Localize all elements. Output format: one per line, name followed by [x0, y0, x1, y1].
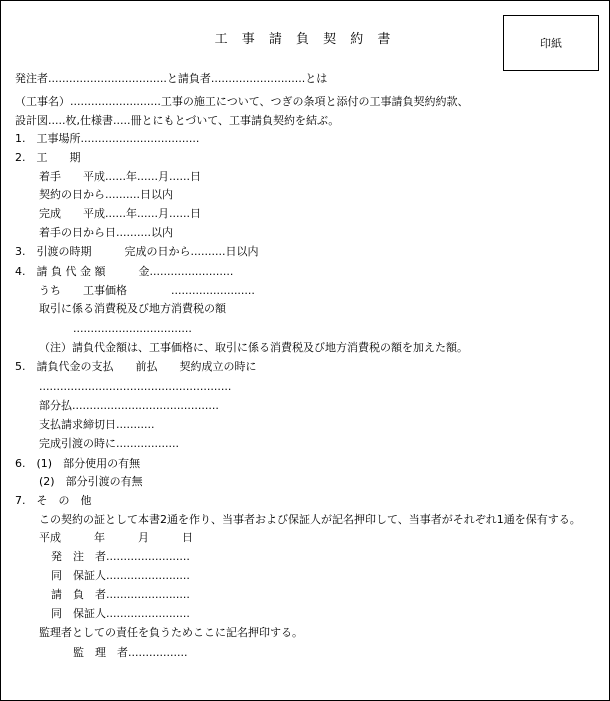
stamp-label: 印紙 — [540, 37, 562, 50]
contract-line: 着手の日から日..........以内 — [39, 226, 173, 239]
contract-line: ....................................................... — [39, 380, 232, 393]
contract-line: 請 負 者........................ — [51, 588, 190, 601]
document-title: 工 事 請 負 契 約 書 — [214, 32, 396, 47]
contract-line: 取引に係る消費税及び地方消費税の額 — [39, 302, 226, 315]
contract-line: 1. 工事場所.................................. — [15, 132, 200, 145]
contract-line: この契約の証として本書2通を作り、当事者および保証人が記名押印して、当事者がそれぞれ1通を保有する。 — [39, 513, 581, 526]
contract-line: 同 保証人........................ — [51, 569, 190, 582]
revenue-stamp-box — [503, 15, 599, 71]
contract-line: 2. 工 期 — [15, 151, 81, 164]
contract-line: 監理者としての責任を負うためここに記名押印する。 — [39, 626, 303, 639]
contract-line: 5. 請負代金の支払 前払 契約成立の時に — [15, 360, 257, 373]
contract-line: 設計図.....枚,仕様書.....冊とにもとづいて、工事請負契約を結ぶ。 — [15, 114, 340, 127]
contract-line: 監 理 者................. — [73, 646, 188, 659]
contract-line: 平成 年 月 日 — [39, 531, 193, 544]
contract-line: 契約の日から..........日以内 — [39, 188, 173, 201]
contract-line: 6. (1) 部分使用の有無 — [15, 457, 141, 470]
contract-line: 発注者..................................と請負者...........................とは — [15, 72, 328, 85]
contract-line: （注）請負代金額は、工事価格に、取引に係る消費税及び地方消費税の額を加えた額。 — [39, 341, 468, 354]
contract-line: 完成引渡の時に.................. — [39, 437, 179, 450]
contract-line: 3. 引渡の時期 完成の日から..........日以内 — [15, 245, 259, 258]
contract-line: 7. そ の 他 — [15, 494, 92, 507]
contract-line: (2) 部分引渡の有無 — [39, 475, 143, 488]
contract-line: 完成 平成......年......月......日 — [39, 207, 201, 220]
contract-line: 部分払.......................................... — [39, 399, 219, 412]
contract-line: 発 注 者........................ — [51, 550, 190, 563]
contract-line: .................................. — [73, 322, 192, 335]
contract-line: 着手 平成......年......月......日 — [39, 170, 201, 183]
contract-line: うち 工事価格 ........................ — [39, 284, 255, 297]
contract-line: 同 保証人........................ — [51, 607, 190, 620]
contract-line: 支払請求締切日........... — [39, 418, 155, 431]
contract-line: （工事名）..........................工事の施工について、つぎの条項と添付の工事請負契約約款、 — [15, 95, 469, 108]
contract-line: 4. 請 負 代 金 額 金........................ — [15, 265, 234, 278]
